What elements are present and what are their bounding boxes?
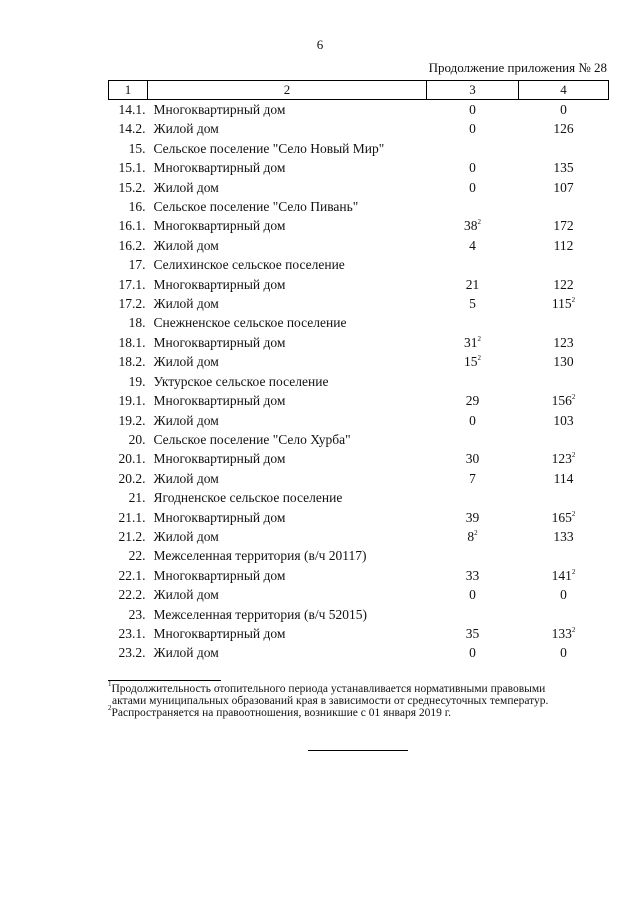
footnote-2 (108, 704, 608, 719)
table-row (109, 411, 609, 430)
column-header-1: 1 (109, 81, 148, 100)
row-number: 14.2. (118, 121, 146, 137)
cell-value: 133 (551, 625, 572, 641)
cell-value: 7 (469, 470, 476, 486)
cell-value: 4 (469, 237, 476, 253)
table-row (109, 488, 609, 507)
row-name: Уктурское сельское поселение (153, 373, 329, 389)
footnote-2-text: Распространяется на правоотношения, возникшие с 01 января 2019 г. (111, 707, 452, 719)
row-value-col3 (427, 469, 519, 488)
cell-value: 135 (553, 160, 574, 176)
footnotes (108, 680, 608, 719)
row-value-col4 (519, 275, 609, 294)
row-value-col4 (519, 158, 609, 177)
row-value-col3 (427, 624, 519, 643)
row-name: Жилой дом (153, 179, 219, 195)
row-value-col3 (427, 585, 519, 604)
footnote-ref: 2 (474, 528, 478, 537)
cell-value: 115 (551, 296, 572, 312)
table-row (109, 352, 609, 371)
row-value-col3 (427, 139, 519, 158)
row-number: 20. (128, 431, 146, 447)
row-number: 20.1. (118, 451, 146, 467)
row-name: Межселенная территория (в/ч 20117) (153, 548, 367, 564)
row-number: 22.2. (118, 587, 146, 603)
cell-value: 0 (469, 102, 476, 117)
data-table (108, 80, 609, 663)
row-value-col4 (519, 546, 609, 565)
row-number: 23.1. (118, 625, 146, 641)
row-value-col4 (519, 236, 609, 255)
row-value-col4 (519, 430, 609, 449)
table-row (109, 313, 609, 332)
row-value-col4 (519, 372, 609, 391)
table-row (109, 100, 609, 120)
cell-value: 123 (553, 334, 574, 350)
footnote-ref: 2 (477, 354, 481, 363)
row-name: Жилой дом (153, 296, 219, 312)
row-number: 16.2. (118, 237, 146, 253)
row-value-col3 (427, 119, 519, 138)
row-number: 19. (128, 373, 146, 389)
row-number: 19.1. (118, 393, 146, 409)
row-name: Многоквартирный дом (153, 334, 286, 350)
row-value-col3 (427, 158, 519, 177)
row-value-col3 (427, 430, 519, 449)
cell-value: 0 (469, 179, 476, 195)
footnote-1-line-1: Продолжительность отопительного периода устанавливается нормативными правовыми (111, 683, 546, 695)
table-row (109, 294, 609, 313)
row-value-col4 (519, 139, 609, 158)
footnote-1-line-2: актами муниципальных образований края в зависимости от среднесуточных температур. (112, 695, 549, 707)
row-name: Жилой дом (153, 121, 219, 137)
column-header-4: 4 (519, 81, 609, 100)
table-row (109, 119, 609, 138)
row-value-col3 (427, 449, 519, 468)
table-row (109, 527, 609, 546)
row-name: Сельское поселение "Село Пивань" (153, 199, 359, 215)
table-row (109, 236, 609, 255)
cell-value: 8 (467, 528, 475, 544)
row-name: Сельское поселение "Село Новый Мир" (153, 140, 385, 156)
row-name: Жилой дом (153, 412, 219, 428)
cell-value: 35 (465, 625, 480, 641)
row-number: 23.2. (118, 645, 146, 661)
table-row (109, 178, 609, 197)
table-row (109, 585, 609, 604)
row-name: Многоквартирный дом (153, 509, 286, 525)
table-row (109, 275, 609, 294)
row-name: Жилой дом (153, 237, 219, 253)
row-value-col3 (427, 527, 519, 546)
row-name: Многоквартирный дом (153, 625, 286, 641)
row-value-col3 (427, 508, 519, 527)
row-value-col3 (427, 216, 519, 235)
footnote-1-mark: 1 (108, 680, 112, 688)
row-value-col4 (519, 391, 609, 410)
row-number: 21.2. (118, 528, 146, 544)
row-name: Многоквартирный дом (153, 567, 286, 583)
footnote-ref: 2 (477, 334, 481, 343)
row-number: 14.1. (118, 102, 146, 117)
row-number: 15. (128, 140, 146, 156)
row-value-col4 (519, 333, 609, 352)
row-number: 15.1. (118, 160, 146, 176)
table-row (109, 546, 609, 565)
end-divider (308, 750, 408, 751)
footnote-ref: 2 (571, 625, 576, 634)
cell-value: 30 (465, 451, 480, 467)
row-number: 18.1. (118, 334, 146, 350)
row-number: 16. (128, 199, 146, 215)
continuation-label: Продолжение приложения № 28 (428, 60, 607, 75)
footnote-ref: 2 (571, 393, 576, 402)
row-value-col4 (519, 178, 609, 197)
row-value-col3 (427, 197, 519, 216)
table-row (109, 333, 609, 352)
cell-value: 114 (553, 470, 574, 486)
footnote-2-mark: 2 (108, 704, 112, 712)
row-value-col4 (519, 624, 609, 643)
row-value-col3 (427, 643, 519, 662)
row-value-col3 (427, 605, 519, 624)
cell-value: 21 (465, 276, 480, 292)
footnote-ref: 2 (477, 218, 481, 227)
row-name: Жилой дом (153, 587, 219, 603)
row-value-col4 (519, 527, 609, 546)
row-name: Многоквартирный дом (153, 218, 286, 234)
cell-value: 39 (465, 509, 480, 525)
table-row (109, 566, 609, 585)
row-name: Многоквартирный дом (153, 451, 286, 467)
row-name: Многоквартирный дом (153, 276, 286, 292)
row-name: Ягодненское сельское поселение (153, 490, 343, 506)
row-value-col3 (427, 488, 519, 507)
row-name: Жилой дом (153, 645, 219, 661)
row-number: 18.2. (118, 354, 146, 370)
table-row (109, 139, 609, 158)
row-number: 21. (128, 490, 146, 506)
table-row (109, 469, 609, 488)
cell-value: 31 (464, 334, 478, 350)
row-value-col4 (519, 508, 609, 527)
row-value-col4 (519, 313, 609, 332)
cell-value: 126 (553, 121, 574, 137)
row-name: Межселенная территория (в/ч 52015) (153, 606, 367, 622)
cell-value: 0 (469, 645, 476, 661)
cell-value: 123 (551, 451, 572, 467)
footnote-ref: 2 (571, 567, 576, 576)
row-number: 17. (128, 257, 146, 273)
cell-value: 0 (469, 160, 476, 176)
row-value-col3 (427, 313, 519, 332)
row-value-col3 (427, 275, 519, 294)
column-header-3: 3 (427, 81, 519, 100)
table-row (109, 624, 609, 643)
row-value-col4 (519, 294, 609, 313)
column-header-2: 2 (148, 81, 427, 100)
table-row (109, 158, 609, 177)
row-value-col4 (519, 566, 609, 585)
table-row (109, 430, 609, 449)
row-value-col3 (427, 100, 519, 120)
row-value-col3 (427, 333, 519, 352)
row-number: 15.2. (118, 179, 146, 195)
cell-value: 133 (553, 528, 574, 544)
table-row (109, 391, 609, 410)
cell-value: 0 (560, 645, 567, 661)
footnote-ref: 2 (571, 451, 576, 460)
row-name: Многоквартирный дом (153, 160, 286, 176)
row-value-col4 (519, 643, 609, 662)
cell-value: 0 (469, 587, 476, 603)
row-value-col3 (427, 391, 519, 410)
row-number: 17.2. (118, 296, 146, 312)
cell-value: 33 (465, 567, 480, 583)
row-value-col4 (519, 255, 609, 274)
cell-value: 165 (551, 509, 572, 525)
row-number: 23. (128, 606, 146, 622)
table-row (109, 255, 609, 274)
cell-value: 38 (464, 218, 478, 234)
row-number: 22. (128, 548, 146, 564)
table-row (109, 372, 609, 391)
row-value-col3 (427, 294, 519, 313)
row-number: 16.1. (118, 218, 146, 234)
table-row (109, 449, 609, 468)
row-value-col3 (427, 411, 519, 430)
row-value-col4 (519, 585, 609, 604)
row-number: 19.2. (118, 412, 146, 428)
row-number: 17.1. (118, 276, 146, 292)
row-value-col4 (519, 605, 609, 624)
row-name: Снежненское сельское поселение (153, 315, 347, 331)
row-name: Сельское поселение "Село Хурба" (153, 431, 351, 447)
row-value-col4 (519, 411, 609, 430)
row-name: Многоквартирный дом (153, 393, 286, 409)
row-value-col4 (519, 119, 609, 138)
row-value-col4 (519, 352, 609, 371)
footnote-1 (108, 680, 608, 707)
row-name: Жилой дом (153, 528, 219, 544)
cell-value: 0 (469, 121, 476, 137)
cell-value: 103 (553, 412, 574, 428)
table-header-row (109, 81, 609, 100)
cell-value: 107 (553, 179, 574, 195)
cell-value: 29 (465, 393, 480, 409)
row-value-col3 (427, 546, 519, 565)
cell-value: 112 (553, 237, 574, 253)
row-name: Жилой дом (153, 470, 219, 486)
page-number: 6 (316, 37, 324, 52)
row-value-col4 (519, 100, 609, 120)
cell-value: 141 (551, 567, 572, 583)
row-number: 20.2. (118, 470, 146, 486)
cell-value: 122 (553, 276, 574, 292)
cell-value: 0 (560, 587, 567, 603)
table-row (109, 508, 609, 527)
row-value-col3 (427, 372, 519, 391)
row-value-col3 (427, 566, 519, 585)
table-row (109, 216, 609, 235)
row-name: Жилой дом (153, 354, 219, 370)
cell-value: 0 (560, 102, 567, 117)
row-value-col4 (519, 216, 609, 235)
cell-value: 0 (469, 412, 476, 428)
row-value-col4 (519, 488, 609, 507)
cell-value: 172 (553, 218, 574, 234)
row-value-col3 (427, 352, 519, 371)
footnote-ref: 2 (571, 509, 576, 518)
row-value-col4 (519, 449, 609, 468)
table-row (109, 605, 609, 624)
table-row (109, 643, 609, 662)
row-name: Селихинское сельское поселение (153, 257, 345, 273)
footnote-ref: 2 (571, 296, 576, 305)
table-row (109, 197, 609, 216)
cell-value: 15 (464, 354, 478, 370)
table-body (109, 100, 609, 663)
row-number: 21.1. (118, 509, 146, 525)
cell-value: 130 (553, 354, 574, 370)
row-name: Многоквартирный дом (153, 102, 286, 117)
row-value-col3 (427, 255, 519, 274)
row-value-col4 (519, 469, 609, 488)
row-value-col4 (519, 197, 609, 216)
cell-value: 156 (551, 393, 572, 409)
footnote-divider (108, 680, 221, 681)
row-value-col3 (427, 178, 519, 197)
row-value-col3 (427, 236, 519, 255)
cell-value: 5 (469, 296, 476, 312)
row-number: 22.1. (118, 567, 146, 583)
row-number: 18. (128, 315, 146, 331)
